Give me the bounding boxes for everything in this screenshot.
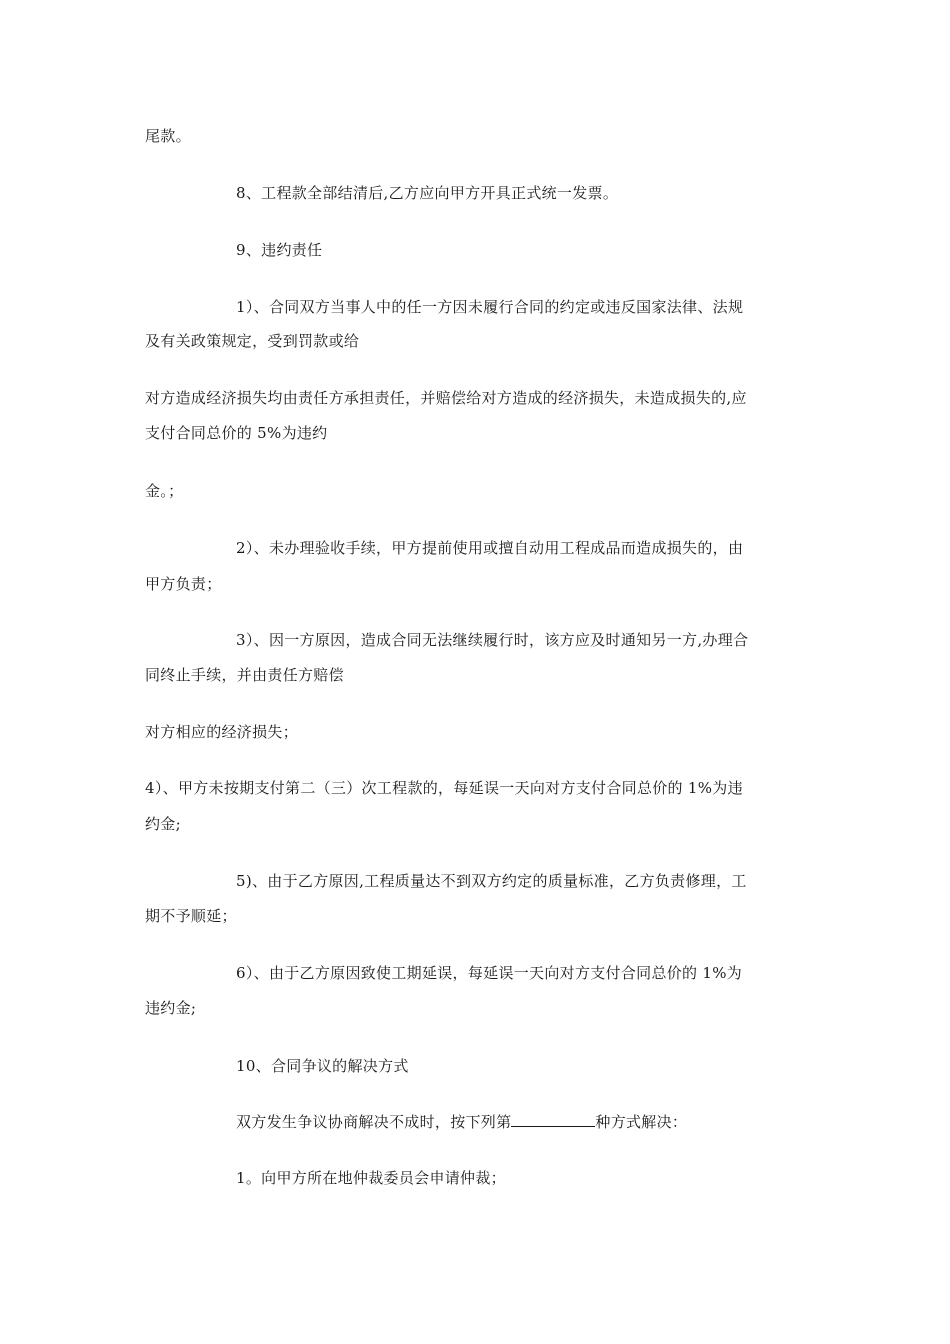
clause-8: 8、工程款全部结清后,乙方应向甲方开具正式统一发票。 [236,184,619,202]
text-line: 甲方负责； [145,575,222,593]
text-line: 支付合同总价的 5%为违约 [145,424,328,442]
clause-9-1: 1）、合同双方当事人中的任一方因未履行合同的约定或违反国家法律、法规 [236,298,744,316]
fill-in-blank [511,1112,595,1127]
clause-9-2: 2）、未办理验收手续，甲方提前使用或擅自动用工程成品而造成损失的，由 [236,539,744,557]
text-line: 期不予顺延； [145,907,237,925]
text-line: 金。； [145,482,184,500]
option-1: 1。向甲方所在地仲裁委员会申请仲裁； [236,1169,506,1187]
clause-10-heading: 10、合同争议的解决方式 [236,1057,409,1075]
text-line: 对方相应的经济损失； [145,723,299,741]
text-line: 对方造成经济损失均由责任方承担责任，并赔偿给对方造成的经济损失，未造成损失的,应 [145,389,747,407]
text-line: 尾款。 [145,127,191,145]
dispute-resolution-line [236,1112,810,1132]
text-line: 同终止手续，并由责任方赔偿 [145,666,344,684]
text-line: 违约金; [145,999,197,1017]
text-segment: 种方式解决： [595,1113,688,1131]
clause-9-4: 4）、甲方未按期支付第二（三）次工程款的，每延误一天向对方支付合同总价的 1%为违 [145,779,743,797]
text-segment: 双方发生争议协商解决不成时，按下列第 [236,1113,512,1131]
clause-9-6: 6）、由于乙方原因致使工期延误，每延误一天向对方支付合同总价的 1%为 [236,964,743,982]
clause-9-5: 5)、由于乙方原因,工程质量达不到双方约定的质量标准，乙方负责修理，工 [236,872,747,890]
clause-9-3: 3）、因一方原因，造成合同无法继续履行时，该方应及时通知另一方,办理合 [236,631,749,649]
text-line: 约金; [145,815,181,833]
text-line: 及有关政策规定，受到罚款或给 [145,332,360,350]
clause-9-heading: 9、违约责任 [236,241,323,259]
